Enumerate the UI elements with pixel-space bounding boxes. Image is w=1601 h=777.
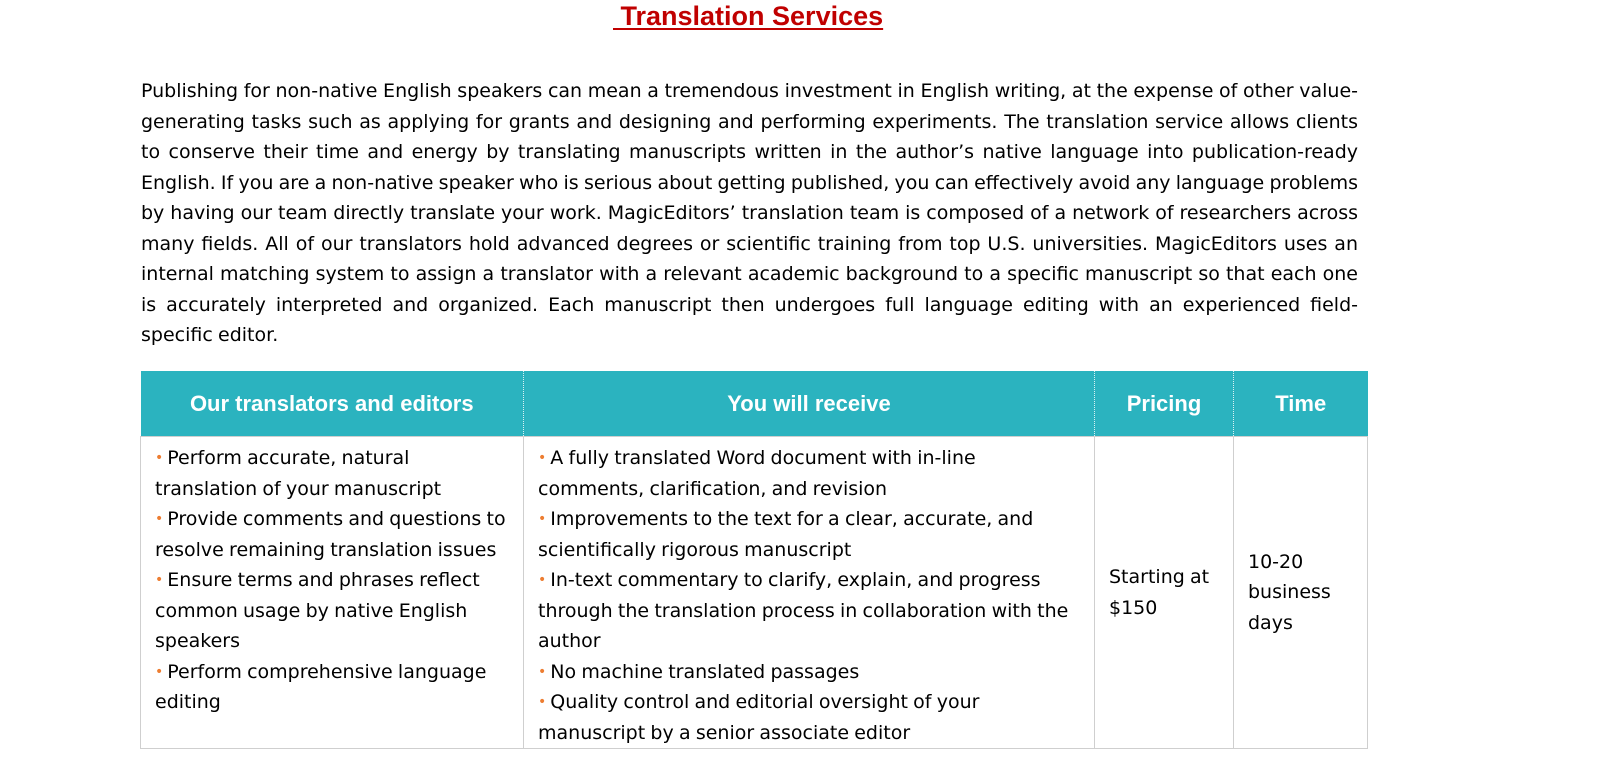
list-item bbox=[538, 657, 1082, 688]
list-item bbox=[538, 565, 1082, 657]
table-header-row bbox=[141, 371, 1368, 437]
bullet-icon: • bbox=[155, 450, 164, 466]
bullet-icon: • bbox=[538, 663, 547, 680]
translators-cell bbox=[141, 437, 524, 749]
list-item bbox=[155, 504, 511, 565]
page-title: Translation Services bbox=[613, 1, 884, 31]
services-table bbox=[140, 371, 1368, 749]
list-item-text: No machine translated passages bbox=[550, 660, 860, 683]
header-receive: You will receive bbox=[524, 371, 1095, 437]
header-translators: Our translators and editors bbox=[141, 371, 524, 437]
bullet-icon: • bbox=[538, 511, 547, 527]
list-item bbox=[538, 687, 1082, 748]
bullet-icon: • bbox=[538, 694, 547, 710]
time-cell bbox=[1234, 437, 1368, 749]
header-time: Time bbox=[1234, 371, 1368, 437]
list-item-text: Perform accurate, natural translation of your manuscript bbox=[155, 447, 442, 500]
time-value: 10-20 business days bbox=[1248, 550, 1331, 634]
list-item bbox=[155, 657, 511, 718]
pricing-value: Starting at $150 bbox=[1109, 566, 1210, 619]
receive-list bbox=[538, 443, 1082, 748]
bullet-icon: • bbox=[155, 663, 164, 680]
bullet-icon: • bbox=[538, 572, 547, 588]
header-pricing: Pricing bbox=[1095, 371, 1234, 437]
list-item-text: Ensure terms and phrases reflect common usage by native English speakers bbox=[155, 569, 480, 652]
pricing-cell bbox=[1095, 437, 1234, 749]
translators-list bbox=[155, 443, 511, 718]
list-item-text: Provide comments and questions to resolve remaining translation issues bbox=[155, 508, 506, 561]
list-item-text: A fully translated Word document with in-line comments, clarification, and revision bbox=[538, 447, 976, 500]
list-item bbox=[538, 504, 1082, 565]
list-item bbox=[155, 565, 511, 657]
list-item bbox=[155, 443, 511, 504]
bullet-icon: • bbox=[155, 572, 164, 588]
list-item bbox=[538, 443, 1082, 504]
list-item-text: In-text commentary to clarify, explain, and progress through the translation process in collaboration with the author bbox=[538, 569, 1069, 652]
bullet-icon: • bbox=[538, 450, 547, 466]
list-item-text: Perform comprehensive language editing bbox=[155, 660, 487, 713]
bullet-icon: • bbox=[155, 511, 164, 527]
list-item-text: Improvements to the text for a clear, accurate, and scientifically rigorous manuscript bbox=[538, 508, 1034, 561]
intro-paragraph: Publishing for non-native English speakers can mean a tremendous investment in English writing, at the expense of other value-generating tasks such as applying for grants and designing and performing experiments. The translation service allows clients to conserve their time and energy by translating manuscripts written in the author’s native language into publication-ready English. If you are a non-native speaker who is serious about getting published, you can effectively avoid any language problems by having our team directly translate your work. MagicEditors’ translation team is composed of a network of researchers across many fields. All of our translators hold advanced degrees or scientific training from top U.S. universities. MagicEditors uses an internal matching system to assign a translator with a relevant academic background to a specific manuscript so that each one is accurately interpreted and organized. Each manuscript then undergoes full language editing with an experienced field-specific editor. bbox=[141, 80, 1358, 346]
list-item-text: Quality control and editorial oversight of your manuscript by a senior associate editor bbox=[538, 691, 980, 744]
receive-cell bbox=[524, 437, 1095, 749]
table-row bbox=[141, 437, 1368, 749]
